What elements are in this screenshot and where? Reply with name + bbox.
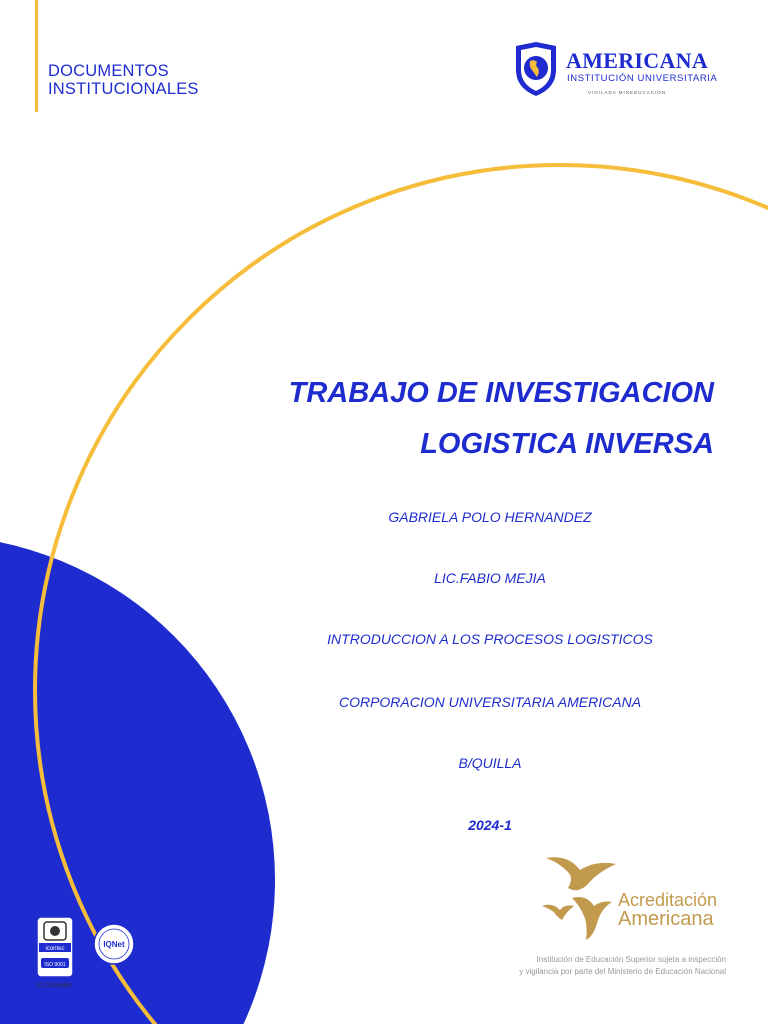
institution-logo (512, 40, 722, 102)
teacher-name: LIC.FABIO MEJIA (434, 570, 546, 586)
certificate-code: SC-CER148880 (36, 983, 72, 989)
footer-note-line1: Institución de Educación Superior sujeta a inspección (536, 955, 726, 964)
document-title-line2: LOGISTICA INVERSA (420, 428, 714, 460)
academic-period: 2024-1 (468, 817, 512, 833)
logo-title: AMERICANA (566, 48, 709, 73)
city-name: B/QUILLA (458, 755, 522, 771)
document-title-line1: TRABAJO DE INVESTIGACION (288, 377, 714, 409)
shield-globe-icon (512, 40, 560, 98)
iqnet-badge (92, 922, 136, 966)
institution-name: CORPORACION UNIVERSITARIA AMERICANA (338, 694, 642, 710)
logo-tagline: VIGILADA MINEDUCACIÓN (588, 90, 667, 95)
svg-text:IQNet: IQNet (103, 940, 125, 949)
logo-subtitle: INSTITUCIÓN UNIVERSITARIA (567, 73, 718, 84)
header-label-line2: INSTITUCIONALES (48, 80, 199, 98)
header-label-line1: DOCUMENTOS (48, 62, 169, 80)
course-name: INTRODUCCION A LOS PROCESOS LOGISTICOS (327, 631, 653, 647)
footer-note-line2: y vigilancia por parte del Ministerio de Educación Nacional (519, 967, 726, 976)
student-name: GABRIELA POLO HERNANDEZ (388, 509, 592, 525)
svg-text:ISO 9001: ISO 9001 (44, 962, 66, 968)
footer-note (470, 954, 726, 978)
accreditation-line1: Acreditación (618, 890, 718, 910)
header-accent-bar (35, 0, 38, 112)
header-label (48, 62, 199, 98)
accreditation-mark (538, 850, 738, 950)
swallows-icon (538, 850, 618, 950)
icontec-badge (36, 916, 74, 978)
svg-text:icontec: icontec (45, 946, 65, 952)
accreditation-line2: Americana (618, 908, 714, 930)
